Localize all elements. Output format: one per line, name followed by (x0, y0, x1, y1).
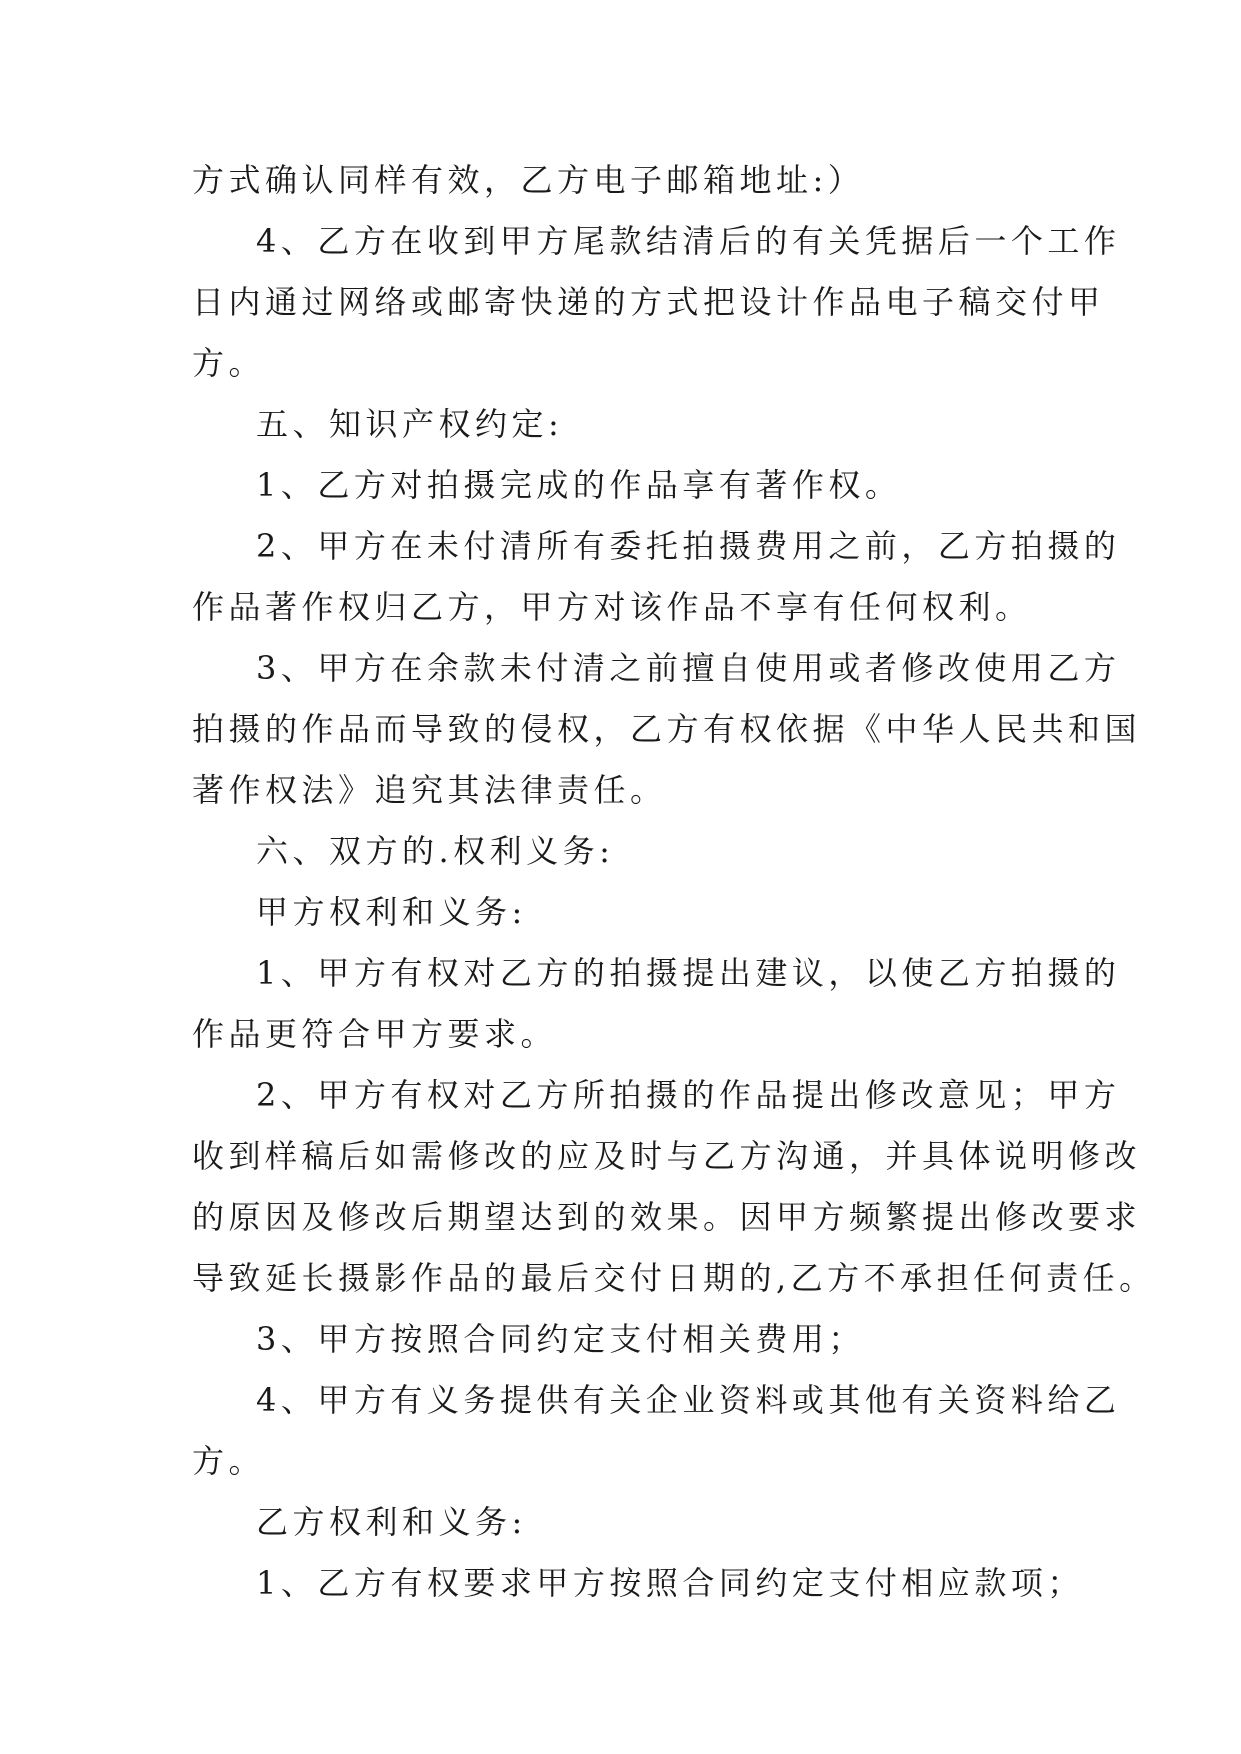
section-heading: 六、双方的.权利义务: (256, 832, 615, 870)
text-line: 日内通过网络或邮寄快递的方式把设计作品电子稿交付甲 (192, 283, 1105, 321)
text-line: 1、乙方对拍摄完成的作品享有著作权。 (256, 466, 902, 504)
text-line: 3、甲方在余款未付清之前擅自使用或者修改使用乙方 (256, 649, 1121, 687)
text-line: 1、乙方有权要求甲方按照合同约定支付相应款项； (256, 1564, 1084, 1602)
text-line: 方。 (192, 1442, 266, 1480)
text-line: 1、甲方有权对乙方的拍摄提出建议，以使乙方拍摄的 (256, 954, 1121, 992)
text-line: 导致延长摄影作品的最后交付日期的,乙方不承担任何责任。 (192, 1259, 1156, 1297)
section-heading: 五、知识产权约定: (256, 405, 564, 443)
text-line: 4、甲方有义务提供有关企业资料或其他有关资料给乙 (256, 1381, 1121, 1419)
text-line: 4、乙方在收到甲方尾款结清后的有关凭据后一个工作 (256, 222, 1121, 260)
text-line: 拍摄的作品而导致的侵权，乙方有权依据《中华人民共和国 (192, 710, 1142, 748)
subsection-heading: 甲方权利和义务: (256, 893, 527, 931)
text-line: 2、甲方在未付清所有委托拍摄费用之前，乙方拍摄的 (256, 527, 1121, 565)
text-line: 著作权法》追究其法律责任。 (192, 771, 667, 809)
text-line: 方。 (192, 344, 266, 382)
text-line: 的原因及修改后期望达到的效果。因甲方频繁提出修改要求 (192, 1198, 1142, 1236)
text-line: 方式确认同样有效，乙方电子邮箱地址:） (192, 161, 865, 199)
text-line: 3、甲方按照合同约定支付相关费用； (256, 1320, 865, 1358)
text-line: 作品更符合甲方要求。 (192, 1015, 558, 1053)
text-line: 2、甲方有权对乙方所拍摄的作品提出修改意见；甲方 (256, 1076, 1121, 1114)
document-body (192, 150, 1156, 1614)
text-line: 收到样稿后如需修改的应及时与乙方沟通，并具体说明修改 (192, 1137, 1142, 1175)
subsection-heading: 乙方权利和义务: (256, 1503, 527, 1541)
text-line: 作品著作权归乙方，甲方对该作品不享有任何权利。 (192, 588, 1032, 626)
